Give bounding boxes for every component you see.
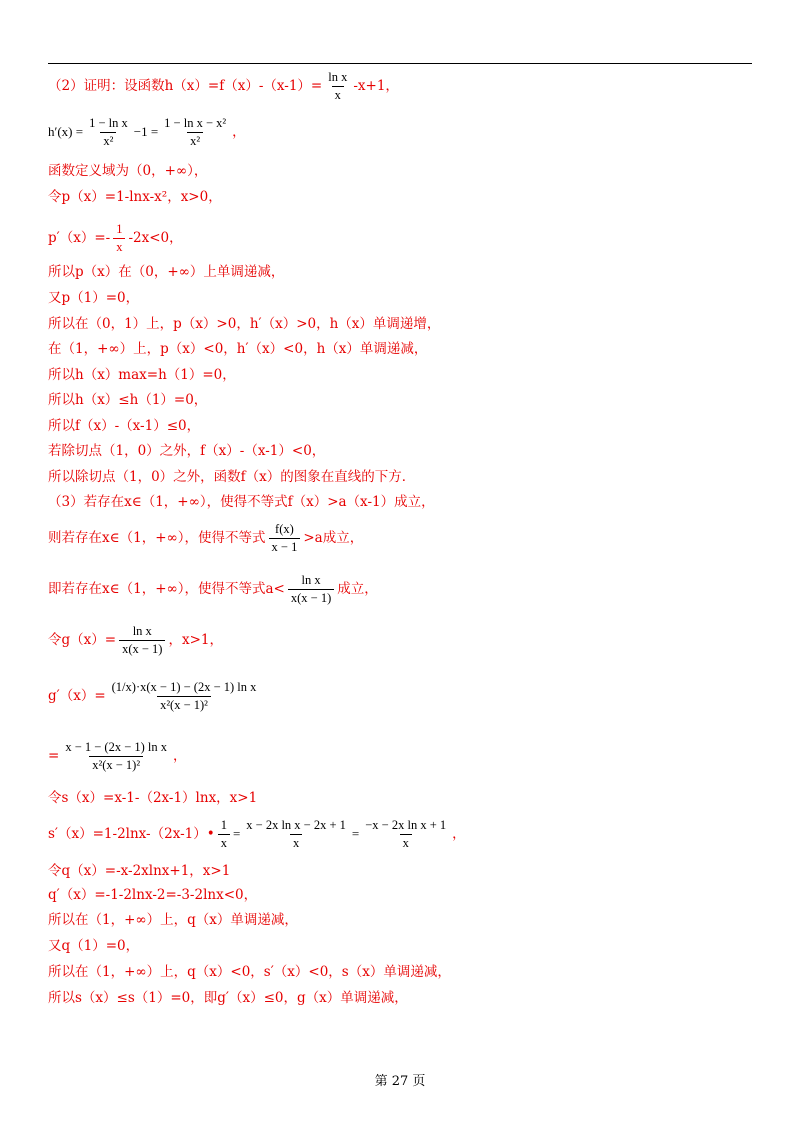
line-19: g′（x）= $\frac{\text{(1/x)·x(x − 1) − (2x − 1) ln x}}{\text{x²(x − 1)²}}$ [48, 680, 262, 713]
line-20: = $\frac{\text{x − 1 − (2x − 1) ln x}}{\text{x²(x − 1)²}}$ ， [48, 740, 187, 772]
line-3: 函数定义域为（0，+∞）， [48, 163, 208, 179]
line-10: 所以h（x）max=h（1）=0， [48, 367, 236, 383]
line-11: 所以h（x）≤h（1）=0， [48, 392, 208, 408]
line-1: （2）证明：设函数h（x）=f（x）-（x-1）= $\frac{\text{ln x}}{x}$ -x+1， [48, 70, 399, 102]
fraction: $\frac{\text{−x − 2x ln x + 1}}{x}$ [365, 818, 447, 850]
page-number: 第 27 页 [374, 1074, 426, 1089]
line-9: 在（1，+∞）上，p（x）<0，h′（x）<0，h（x）单调递减， [48, 341, 428, 357]
line-16: 则若存在x∈（1，+∞），使得不等式 $\frac{f(x)}{x - 1}$ >a成立， [48, 522, 364, 554]
fraction: $\frac{\text{1 − ln x}}{\text{x²}}$ [89, 116, 128, 148]
line-28: 所以s（x）≤s（1）=0，即g′（x）≤0，g（x）单调递减， [48, 990, 408, 1006]
line-8: 所以在（0，1）上，p（x）>0，h′（x）>0，h（x）单调递增， [48, 316, 441, 332]
line-26: 又q（1）=0， [48, 938, 140, 954]
line-21: 令s（x）=x-1-（2x-1）lnx，x>1 [48, 790, 258, 806]
fraction: $\frac{\text{x − 1 − (2x − 1) ln x}}{\text{x²(x − 1)²}}$ [65, 740, 168, 772]
fraction: $\frac{\text{ln x}}{x}$ [328, 70, 348, 102]
line-17: 即若存在x∈（1，+∞），使得不等式a< $\frac{\text{ln x}}{x(x - 1)}$ 成立， [48, 573, 378, 605]
line-23: 令q（x）=-x-2xlnx+1，x>1 [48, 863, 231, 879]
header-rule [48, 63, 752, 64]
line-27: 所以在（1，+∞）上，q（x）<0，s′（x）<0，s（x）单调递减， [48, 964, 451, 980]
line-12: 所以f（x）-（x-1）≤0， [48, 418, 201, 434]
line-18: 令g（x）= $\frac{\text{ln x}}{x(x - 1)}$ ，x>1， [48, 624, 223, 656]
line-6: 所以p（x）在（0，+∞）上单调递减， [48, 264, 285, 280]
fraction: $\frac{1}{x}$ [113, 222, 125, 255]
line-13: 若除切点（1，0）之外，f（x）-（x-1）<0， [48, 443, 326, 459]
line-4: 令p（x）=1-lnx-x²，x>0， [48, 189, 222, 205]
fraction: $\frac{\text{1 − ln x − x²}}{\text{x²}}$ [164, 116, 227, 148]
line-22: s′（x）=1-2lnx-（2x-1）• $\frac{1}{x}$ = $\frac{\text{x − 2x ln x − 2x + 1}}{x}$ = $\frac{\text{−x − 2x ln x + 1}}{x}$ ， [48, 818, 466, 850]
line-14: 所以除切点（1，0）之外，函数f（x）的图象在直线的下方． [48, 469, 416, 485]
fraction: $\frac{\text{(1/x)·x(x − 1) − (2x − 1) ln x}}{\text{x²(x − 1)²}}$ [111, 680, 257, 712]
line-24: q′（x）=-1-2lnx-2=-3-2lnx<0， [48, 887, 258, 903]
fraction: $\frac{\text{ln x}}{x(x - 1)}$ [119, 624, 165, 657]
line-5: p′（x）=- $\frac{1}{x}$ -2x<0， [48, 222, 183, 254]
line-7: 又p（1）=0， [48, 290, 140, 306]
fraction: $\frac{1}{x}$ [218, 818, 230, 851]
fraction: $\frac{\text{x − 2x ln x − 2x + 1}}{x}$ [246, 818, 346, 850]
line-25: 所以在（1，+∞）上，q（x）单调递减， [48, 912, 298, 928]
fraction: $\frac{\text{ln x}}{x(x - 1)}$ [288, 573, 334, 606]
line-15: （3）若存在x∈（1，+∞），使得不等式f（x）>a（x-1）成立， [48, 494, 435, 510]
fraction: $\frac{f(x)}{x - 1}$ [269, 522, 301, 555]
line-2: h′(x) = $\frac{\text{1 − ln x}}{\text{x²}}$ −1 = $\frac{\text{1 − ln x − x²}}{\text{x²}}$ ， [48, 116, 246, 148]
